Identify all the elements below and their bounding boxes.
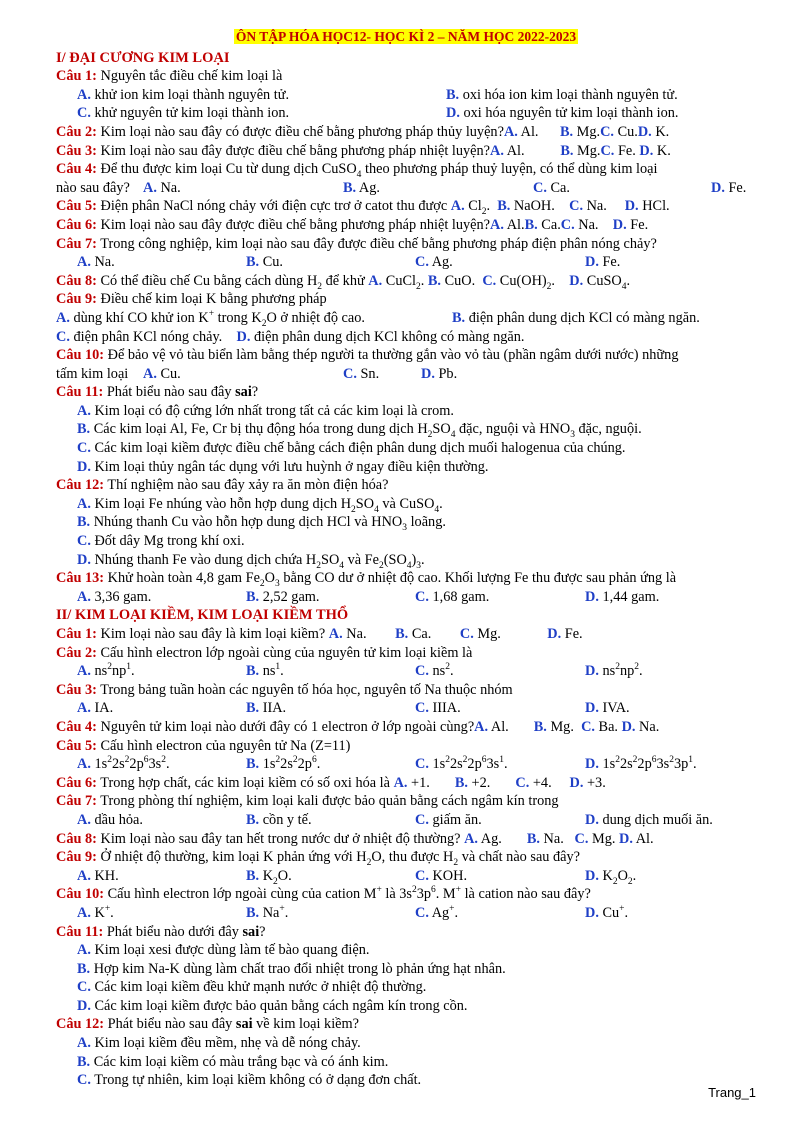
document-title: ÔN TẬP HÓA HỌC12- HỌC KÌ 2 – NĂM HỌC 2022-2023 xyxy=(235,29,577,44)
question: Câu 13: Khử hoàn toàn 4,8 gam $Fe_2O_3$ bằng CO dư ở nhiệt độ cao. Khối lượng Fe thu được sau phản ứng là A. 3,36 gam. B. 2,52 gam. C. 1,68 gam. D. 1,44 gam. xyxy=(56,570,677,605)
question: Câu 1: Nguyên tắc điều chế kim loại là A. khử ion kim loại thành nguyên tử. B. oxi hóa ion kim loại thành nguyên tử. C. khử nguyên tử kim loại thành ion. D. oxi hóa nguyên tử kim loại thành ion. xyxy=(56,68,679,122)
question: Câu 6: Trong hợp chất, các kim loại kiềm có số oxi hóa là A. +1. B. +2. C. +4. D. +3. xyxy=(56,774,606,791)
document-page xyxy=(56,28,756,1090)
question: Câu 7: Trong công nghiệp, kim loại nào sau đây được điều chế bằng phương pháp điện phân nóng chảy? A. Na. B. Cu. C. Ag. D. Fe. xyxy=(56,235,657,271)
question: Câu 12: Thí nghiệm nào sau đây xảy ra ăn mòn điện hóa? A. Kim loại Fe nhúng vào hỗn hợp dung dịch $H_2SO_4$ và CuSO$_4$. B. Nhúng thanh Cu vào hỗn hợp dung dịch HCl và $HNO_3$ loãng. C. Đốt dây Mg trong khí oxi. D. Nhúng thanh Fe vào dung dịch chứa $H_2SO_4$ và $Fe_2(SO_4)_3$. xyxy=(56,477,446,571)
question: Câu 9: Điều chế kim loại K bằng phương pháp A. dùng khí CO khử ion K+ trong $K_2O$ ở nhiệt độ cao. B. điện phân dung dịch KCl có màng ngăn. C. điện phân KCl nóng chảy. D. điện phân dung dịch KCl không có màng ngăn. xyxy=(56,291,700,345)
question: Câu 9: Ở nhiệt độ thường, kim loại K phản ứng với $H_2O$, thu được $H_2$ và chất nào sau đây? A. KH. B. $K_2O$. C. KOH. D. $K_2O_2$. xyxy=(56,849,637,887)
question: Câu 11: Phát biểu nào sau đây sai? A. Kim loại có độ cứng lớn nhất trong tất cả các kim loại là crom. B. Các kim loại Al, Fe, Cr bị thụ động hóa trong dung dịch $H_2SO_4$ đặc, nguội và $HNO_3$ đặc, nguội. C. Các kim loại kiềm được điều chế bằng cách điện phân dung dịch muối halogenua của chúng. D. Kim loại thủy ngân tác dụng với lưu huỳnh ở ngay điều kiện thường. xyxy=(56,384,642,475)
question: Câu 10: Cấu hình electron lớp ngoài cùng của cation M+ là $3s^23p^6$. M+ là cation nào sau đây? A. K+. B. Na+. C. Ag+. D. Cu+. xyxy=(56,885,629,921)
question: Câu 8: Kim loại nào sau đây tan hết trong nước dư ở nhiệt độ thường? A. Ag. B. Na. C. Mg. D. Al. xyxy=(56,830,654,847)
question: Câu 7: Trong phòng thí nghiệm, kim loại kali được bảo quản bằng cách ngâm kín trong A. dầu hỏa. B. cồn y tế. C. giấm ăn. D. dung dịch muối ăn. xyxy=(56,793,713,828)
question: Câu 2: Cấu hình electron lớp ngoài cùng của nguyên tử kim loại kiềm là A. $ns^2np^1$. B. $ns^1$. C. $ns^2$. D. $ns^2np^2$. xyxy=(56,644,643,680)
question: Câu 10: Để bảo vệ vỏ tàu biển làm bằng thép người ta thường gắn vào vỏ tàu (phần ngâm dưới nước) những tấm kim loại A. Cu. C. Sn. D. Pb. xyxy=(56,347,679,382)
question: Câu 6: Kim loại nào sau đây được điều chế bằng phương pháp nhiệt luyện?A. Al.B. Ca.C. Na. D. Fe. xyxy=(56,216,649,233)
question: Câu 3: Trong bảng tuần hoàn các nguyên tố hóa học, nguyên tố Na thuộc nhóm A. IA. B. IIA. C. IIIA. D. IVA. xyxy=(56,681,630,717)
question: Câu 5: Điện phân NaCl nóng chảy với điện cực trơ ở catot thu được A. $Cl_2$. B. NaOH. C. Na. D. HCl. xyxy=(56,198,670,218)
question: Câu 4: Để thu được kim loại Cu từ dung dịch CuSO$_4$ theo phương pháp thuỷ luyện, có thể dùng kim loại nào sau đây? A. Na. B. Ag. C. Ca. D. Fe. xyxy=(56,161,747,196)
question: Câu 3: Kim loại nào sau đây được điều chế bằng phương pháp nhiệt luyện?A. Al. B. Mg.C. Fe. D. K. xyxy=(56,142,671,159)
section-heading: II/ KIM LOẠI KIỀM, KIM LOẠI KIỀM THỔ xyxy=(56,607,349,624)
question: Câu 4: Nguyên tử kim loại nào dưới đây có 1 electron ở lớp ngoài cùng?A. Al. B. Mg. C. Ba. D. Na. xyxy=(56,718,660,735)
section-heading: I/ ĐẠI CƯƠNG KIM LOẠI xyxy=(56,49,230,66)
question: Câu 2: Kim loại nào sau đây có được điều chế bằng phương pháp thủy luyện?A. Al. B. Mg.C. Cu.D. K. xyxy=(56,123,670,140)
question: Câu 11: Phát biểu nào dưới đây sai? A. Kim loại xesi được dùng làm tế bào quang điện. B. Hợp kim Na-K dùng làm chất trao đổi nhiệt trong lò phản ứng hạt nhân. C. Các kim loại kiềm đều khử mạnh nước ở nhiệt độ thường. D. Các kim loại kiềm được bảo quản bằng cách ngâm kín trong cồn. xyxy=(56,923,506,1014)
question: Câu 8: Có thể điều chế Cu bằng cách dùng $H_2$ để khử A. CuCl$_2$. B. CuO. C. $Cu(OH)_2$. D. CuSO$_4$. xyxy=(56,272,631,292)
question: Câu 12: Phát biểu nào sau đây sai về kim loại kiềm? A. Kim loại kiềm đều mềm, nhẹ và dễ nóng chảy. B. Các kim loại kiềm có màu trắng bạc và có ánh kim. C. Trong tự nhiên, kim loại kiềm không có ở dạng đơn chất. xyxy=(56,1016,422,1089)
page-footer: Trang_1 xyxy=(708,1085,756,1100)
question: Câu 1: Kim loại nào sau đây là kim loại kiềm? A. Na. B. Ca. C. Mg. D. Fe. xyxy=(56,626,583,642)
question: Câu 5: Cấu hình electron của nguyên tử Na (Z=11) A. $1s^22s^22p^63s^2$. B. $1s^22s^22p^6$. C. $1s^22s^22p^63s^1$. D. $1s^22s^22p^63s^23p^1$. xyxy=(56,737,697,773)
